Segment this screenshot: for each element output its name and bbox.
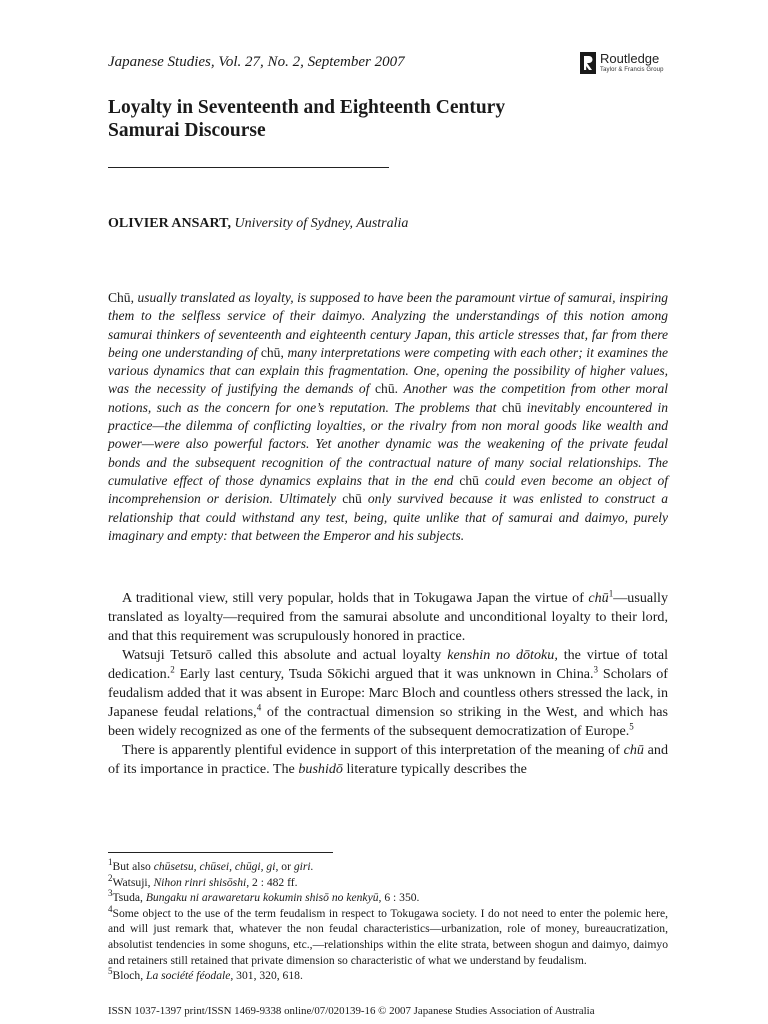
footnote-ref[interactable]: 1	[608, 588, 614, 599]
footnote-text: or	[281, 860, 291, 873]
footnote-ref[interactable]: 3	[593, 664, 599, 675]
abstract-text: inevitably encountered in practice—the dilemma of conflicting loyalties, or the rivalry from non moral goods like wealth and power—were also powerful factors. Yet another dynamic was the weakening of the private feudal bonds and the subsequent recognition of the contractual nature of many social relationships. The cumulative effect of those dynamics explains that in the end	[108, 399, 668, 488]
footnote-term: giri.	[293, 860, 314, 873]
body-text-run: the virtue of total dedication.	[108, 647, 669, 683]
footnote-term: Nihon rinri shisōshi,	[153, 875, 250, 889]
footnote-2	[108, 872, 668, 891]
footnote-text: Some object to the use of the term feudalism in respect to Tokugawa society. I do not need to enter the polemic here, and will just remark that, whatever the non feudal characteristics—urbanization, role of money, bureaucratization, absolutist tendencies in some shoguns, etc.,—relationships within the elite strata, between shogun and daimyo, daimyo and retainers still retained that private dimension so characteristic of what we understand by feudalism.	[108, 906, 668, 967]
footnote-text: Bloch,	[112, 969, 144, 983]
footnote-text: Tsuda,	[112, 891, 143, 905]
abstract-term: chū,	[260, 344, 284, 360]
footnote-text: 6 : 350.	[384, 891, 420, 905]
footnote-number: 1	[108, 857, 113, 868]
title-rule	[108, 167, 389, 168]
footnote-number: 4	[108, 903, 113, 914]
footnote-4	[108, 903, 668, 968]
author-name: OLIVIER ANSART,	[108, 216, 231, 231]
body-text	[108, 589, 668, 779]
abstract-term: chū	[459, 472, 479, 488]
body-text-run: Early last century, Tsuda Sōkichi argued that it was unknown in China.	[179, 666, 594, 683]
body-text-run: —usually translated as loyalty—required from the samurai absolute and unconditional loyalty to their lord, and that this requirement was scrupulously honored in practice.	[108, 590, 668, 645]
abstract-text: only survived because it was enlisted to construct a relationship that could withstand any test, being, quite unlike that of samurai and daimyo, purely imaginary and empty: that between the Emperor and his subjects.	[108, 491, 669, 543]
body-term: kenshin no dōtoku,	[447, 647, 558, 664]
footnote-text: 2 : 482 ff.	[252, 875, 298, 889]
abstract-text: could even become an object of incomprehension or derision. Ultimately	[108, 472, 668, 507]
body-text-run: Watsuji Tetsurō called this absolute and actual loyalty	[122, 647, 442, 664]
abstract-term: chū.	[375, 381, 398, 397]
body-term: bushidō	[298, 761, 343, 778]
footnote-number: 5	[108, 966, 113, 977]
publisher-group: Taylor & Francis Group	[600, 67, 664, 73]
footnote-rule	[108, 852, 333, 853]
footnote-term: chūsetsu, chūsei, chūgi, gi,	[153, 860, 279, 873]
abstract-term: Chū,	[108, 290, 134, 305]
body-text-run: and of its importance in practice. The	[108, 742, 668, 778]
article-title	[108, 96, 668, 142]
title-line-1: Loyalty in Seventeenth and Eighteenth Century	[108, 97, 506, 118]
abstract-term: chū	[501, 399, 522, 415]
body-paragraph-3	[108, 741, 668, 779]
footnote-term: La société féodale,	[146, 969, 234, 983]
body-paragraph-2	[108, 646, 668, 741]
footnote-text: But also	[112, 860, 151, 873]
footnote-3	[108, 890, 668, 906]
body-term: chū	[588, 590, 609, 606]
publisher-name: Routledge	[600, 51, 660, 66]
footnote-text: Watsuji,	[112, 875, 151, 889]
footnote-text: 301, 320, 618.	[236, 969, 303, 983]
body-text-run: Scholars of feudalism added that it was absent in Europe: Marc Bloch and countless others stressed the lack, in Japanese feudal relations,	[108, 666, 668, 721]
abstract-text: usually translated as loyalty, is supposed to have been the paramount virtue of samurai, inspiring them to the selfless service of their daimyo. Analyzing the understandings of this notion among samurai thinkers of seventeenth and eighteenth century Japan, this article stresses that, far from there being one understanding of	[108, 290, 668, 360]
title-line-2: Samurai Discourse	[108, 120, 266, 141]
author-affiliation: University of Sydney, Australia	[234, 216, 409, 231]
publisher-logo	[580, 52, 664, 74]
footnote-number: 2	[108, 872, 113, 883]
author-line	[108, 216, 408, 232]
body-term: chū	[623, 742, 644, 759]
abstract-term: chū	[342, 491, 362, 507]
body-text-run: literature typically describes the	[346, 761, 527, 778]
issn-line: ISSN 1037-1397 print/ISSN 1469-9338 online/07/020139-16 © 2007 Japanese Studies Association of Australia	[108, 1005, 595, 1017]
footnote-1	[108, 859, 668, 875]
footnote-5	[108, 968, 668, 984]
body-text-run: There is apparently plentiful evidence in support of this interpretation of the meaning of	[122, 742, 620, 759]
footnote-ref[interactable]: 2	[170, 664, 175, 675]
footnote-ref[interactable]: 5	[629, 721, 634, 732]
body-text-run: of the contractual dimension so striking in the West, and which has been widely recognized as one of the ferments of the subsequent democratization of Europe.	[108, 704, 668, 740]
routledge-logo-icon	[580, 52, 596, 74]
footnotes	[108, 859, 668, 984]
body-paragraph-1	[108, 589, 668, 646]
abstract	[108, 289, 668, 545]
footnote-ref[interactable]: 4	[256, 702, 262, 713]
body-text-run: A traditional view, still very popular, holds that in Tokugawa Japan the virtue of	[122, 590, 584, 606]
abstract-text: Another was the competition from other moral notions, such as the concern for one’s reputation. The problems that	[108, 381, 669, 415]
footnote-term: Bungaku ni arawaretaru kokumin shisō no kenkyū,	[145, 891, 382, 905]
footnote-number: 3	[108, 888, 113, 899]
abstract-text: many interpretations were competing with each other; it examines the various dynamics that can explain this fragmentation. One, opening the possibility of higher values, was the necessity of justifying the demands of	[108, 344, 668, 397]
journal-citation: Japanese Studies, Vol. 27, No. 2, September 2007	[108, 54, 405, 70]
